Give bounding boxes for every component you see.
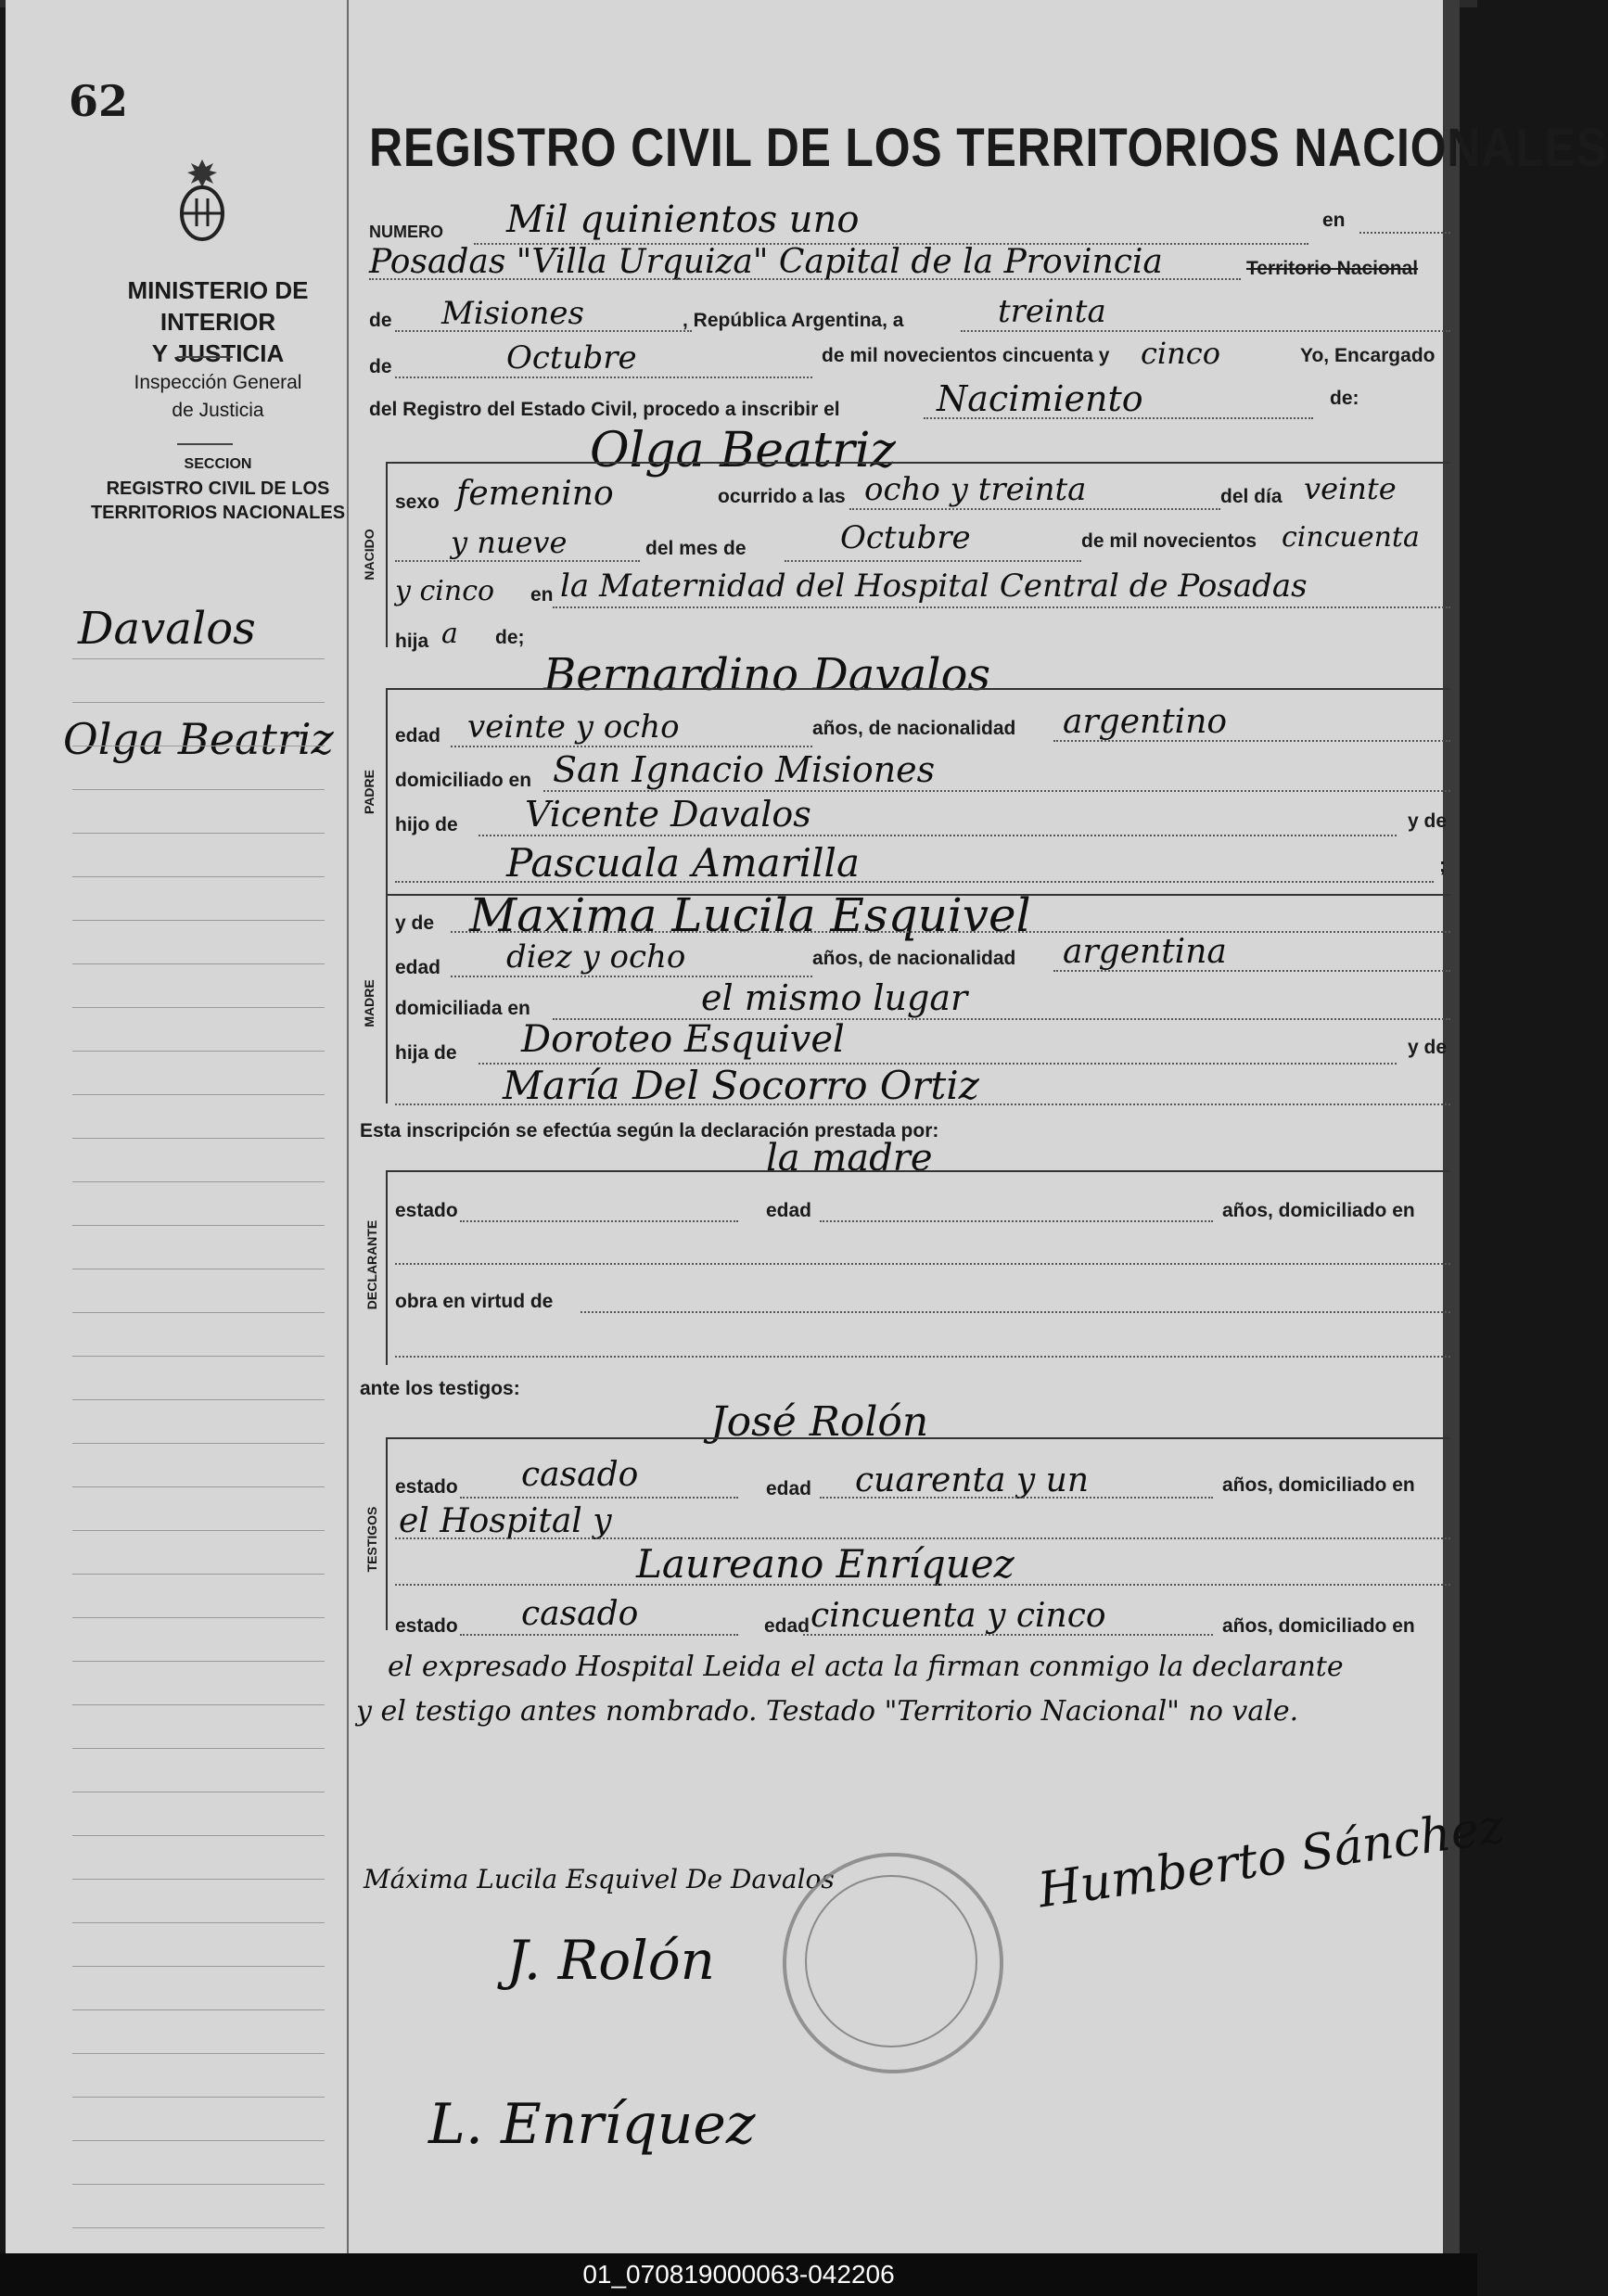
label-edad-t1: edad: [766, 1478, 812, 1499]
dotted-line: [785, 560, 1081, 562]
label-ocurrido: ocurrido a las: [718, 486, 846, 507]
label-numero: NUMERO: [369, 223, 443, 241]
dotted-line: [460, 1634, 738, 1636]
dotted-line: [395, 881, 1434, 883]
label-mil: de mil novecientos cincuenta y: [822, 345, 1110, 366]
label-de: de: [369, 310, 392, 331]
margin-rule-line: [72, 963, 325, 964]
margin-surname: Davalos: [78, 603, 256, 655]
ministry-line-6: REGISTRO CIVIL DE LOS: [106, 478, 330, 499]
dotted-line: [395, 330, 692, 332]
dotted-line: [451, 746, 812, 747]
margin-rule-line: [72, 2184, 325, 2185]
margin-rule-line: [72, 2009, 325, 2010]
value-nota-2: y el testigo antes nombrado. Testado "Territorio Nacional" no vale.: [356, 1695, 1299, 1728]
value-nombre: Olga Beatriz: [590, 423, 896, 478]
label-registro: del Registro del Estado Civil, procedo a inscribir el: [369, 399, 840, 420]
label-republica: , República Argentina, a: [683, 310, 904, 331]
inspection-name: [83, 369, 352, 425]
label-nacido: NACIDO: [362, 529, 376, 580]
dotted-line: [395, 1103, 1450, 1105]
value-abuela-m: María Del Socorro Ortiz: [503, 1063, 979, 1108]
signature-testigo-1: J. Rolón: [506, 1929, 716, 1992]
margin-rule-line: [72, 2097, 325, 2098]
value-madre-nombre: Maxima Lucila Esquivel: [469, 888, 1031, 942]
value-testigo-1-estado: casado: [521, 1456, 639, 1494]
section-name: [83, 453, 352, 525]
value-numero: Mil quinientos uno: [506, 198, 860, 241]
margin-rule-line: [72, 1748, 325, 1749]
margin-rule-line: [72, 833, 325, 834]
margin-rule-line: [72, 1835, 325, 1836]
dotted-line: [1053, 970, 1450, 972]
section-rule: [386, 1437, 1450, 1439]
margin-rule-line: [72, 1966, 325, 1967]
dotted-line: [849, 508, 1220, 510]
value-anio-nac: cincuenta: [1282, 521, 1420, 554]
label-inscripcion: Esta inscripción se efectúa según la declaración prestada por:: [360, 1120, 939, 1142]
value-declarante: la madre: [766, 1137, 933, 1180]
label-domiciliado-en: domiciliado en: [395, 770, 532, 791]
margin-rule-line: [72, 1051, 325, 1052]
value-lugar-nac: la Maternidad del Hospital Central de Posadas: [560, 568, 1308, 605]
label-del-mes: del mes de: [645, 538, 747, 559]
dotted-line: [961, 330, 1450, 332]
section-bracket: [386, 1170, 388, 1365]
label-en: en: [1322, 210, 1346, 231]
label-y-de: y de: [1408, 810, 1448, 832]
margin-rule-line: [72, 1486, 325, 1487]
dotted-line: [924, 417, 1313, 419]
label-edad-madre: edad: [395, 957, 441, 978]
margin-rule-line: [72, 658, 325, 659]
section-bracket: [386, 894, 388, 1103]
dotted-line: [395, 1356, 1450, 1358]
margin-rule-line: [72, 2227, 325, 2228]
margin-rule-line: [72, 1922, 325, 1923]
value-padre-dom: San Ignacio Misiones: [553, 749, 936, 790]
label-anos-dom-t2: años, domiciliado en: [1222, 1615, 1415, 1637]
ministry-line-4: de Justicia: [172, 400, 264, 421]
label-anos-dom: años, domiciliado en: [1222, 1200, 1415, 1221]
label-semicolon: ;: [1439, 855, 1446, 876]
margin-rule-line: [72, 1356, 325, 1357]
ministry-line-3: Inspección General: [134, 372, 302, 393]
section-bracket: [386, 688, 388, 894]
margin-rule-line: [72, 2140, 325, 2141]
label-y-de-madre: y de: [395, 912, 435, 934]
divider: [177, 443, 233, 445]
signature-testigo-2: L. Enríquez: [428, 2092, 756, 2157]
label-domiciliada-en: domiciliada en: [395, 998, 530, 1019]
label-edad-t2: edad: [764, 1615, 810, 1637]
label-de-semicolon: de;: [495, 627, 525, 648]
label-de-colon: de:: [1330, 388, 1359, 409]
value-testigo-1-dom: el Hospital y: [399, 1502, 612, 1540]
margin-rule-line: [72, 1007, 325, 1008]
margin-rule-line: [72, 1661, 325, 1662]
dotted-line: [820, 1220, 1213, 1222]
value-anio: cinco: [1141, 336, 1220, 371]
value-dia-nac-2: y nueve: [451, 525, 568, 560]
ministry-line-7: TERRITORIOS NACIONALES: [90, 503, 346, 523]
dotted-line: [1359, 232, 1450, 234]
ministry-line-1: MINISTERIO DE INTERIOR: [127, 276, 309, 336]
value-hija: a: [441, 618, 458, 650]
dotted-line: [395, 376, 812, 378]
dotted-line: [479, 835, 1397, 836]
dotted-line: [460, 1497, 738, 1499]
margin-rule-line: [72, 1879, 325, 1880]
dotted-line: [553, 606, 1450, 608]
divider: [177, 356, 233, 358]
margin-given-name: Olga Beatriz: [63, 714, 334, 764]
value-abuelo-p: Vicente Davalos: [525, 794, 811, 835]
section-bracket: [386, 462, 388, 647]
value-mes: Octubre: [506, 339, 637, 376]
section-bracket: [386, 1437, 388, 1630]
margin-rule-line: [72, 789, 325, 790]
label-yo: Yo, Encargado: [1300, 345, 1436, 366]
dotted-line: [395, 1537, 1450, 1539]
section-rule: [386, 462, 1450, 464]
value-dia: treinta: [998, 293, 1106, 330]
value-testigo-1-edad: cuarenta y un: [855, 1461, 1090, 1499]
label-estado-t1: estado: [395, 1476, 458, 1498]
dotted-line: [369, 278, 1241, 280]
register-page: [6, 0, 1608, 2253]
value-provincia: Misiones: [441, 295, 584, 332]
value-padre-edad: veinte y ocho: [467, 708, 680, 746]
section-rule: [386, 688, 1450, 690]
margin-rule-line: [72, 1530, 325, 1531]
ministry-line-5: SECCION: [184, 456, 252, 472]
page-number: 62: [69, 76, 129, 126]
margin-rule-line: [72, 920, 325, 921]
label-en: en: [530, 584, 554, 606]
label-y-de-2: y de: [1408, 1037, 1448, 1058]
value-testigo-2-edad: cincuenta y cinco: [810, 1597, 1106, 1635]
value-hora: ocho y treinta: [864, 471, 1087, 508]
label-edad-decl: edad: [766, 1200, 812, 1221]
label-edad: edad: [395, 725, 441, 746]
value-madre-nac: argentina: [1063, 933, 1227, 971]
margin-rule-line: [72, 702, 325, 703]
dotted-line: [820, 1497, 1213, 1499]
dotted-line: [395, 560, 640, 562]
label-padre: PADRE: [362, 770, 376, 814]
margin-column: [6, 0, 349, 2253]
official-stamp-inner: [805, 1875, 977, 2047]
value-nota-1: el expresado Hospital Leida el acta la firman conmigo la declarante: [388, 1651, 1344, 1683]
margin-rule-line: [72, 1704, 325, 1705]
value-testigo-2-estado: casado: [521, 1595, 639, 1633]
label-declarante: DECLARANTE: [364, 1219, 379, 1310]
value-dia-nac: veinte: [1304, 471, 1397, 506]
margin-rule-line: [72, 1443, 325, 1444]
margin-rule-line: [72, 1225, 325, 1226]
label-anos-nac-madre: años, de nacionalidad: [812, 948, 1016, 969]
value-lugar: Posadas "Villa Urquiza" Capital de la Provincia: [369, 243, 1163, 281]
value-abuelo-m: Doroteo Esquivel: [521, 1018, 845, 1061]
label-del-dia: del día: [1220, 486, 1283, 507]
value-madre-edad: diez y ocho: [506, 938, 686, 976]
value-testigo-1: José Rolón: [710, 1398, 929, 1446]
value-padre-nombre: Bernardino Davalos: [543, 649, 990, 701]
dotted-line: [1053, 740, 1450, 742]
label-anos-dom-t1: años, domiciliado en: [1222, 1474, 1415, 1496]
signature-encargado: Humberto Sánchez: [1035, 1798, 1509, 1920]
label-estado-t2: estado: [395, 1615, 458, 1637]
label-ante: ante los testigos:: [360, 1378, 520, 1399]
signature-madre: Máxima Lucila Esquivel De Davalos: [364, 1864, 835, 1894]
value-madre-dom: el mismo lugar: [701, 977, 968, 1018]
dotted-line: [803, 1634, 1213, 1636]
dotted-line: [395, 1263, 1450, 1265]
margin-rule-line: [72, 1399, 325, 1400]
section-rule: [386, 1170, 1450, 1172]
dotted-line: [451, 931, 1450, 933]
margin-rule-line: [72, 2053, 325, 2054]
value-sexo: femenino: [456, 475, 614, 513]
coat-of-arms-icon: [176, 156, 228, 245]
margin-rule-line: [72, 1312, 325, 1313]
dotted-line: [543, 790, 1450, 792]
dotted-line: [395, 1584, 1450, 1586]
label-hija: hija: [395, 631, 429, 652]
margin-rule-line: [72, 1094, 325, 1095]
value-anio-nac-2: y cinco: [395, 575, 495, 607]
value-testigo-2: Laureano Enríquez: [636, 1541, 1015, 1587]
ministry-line-2: Y JUSTICIA: [151, 339, 285, 367]
margin-rule-line: [72, 1574, 325, 1575]
label-de-mil: de mil novecientos: [1081, 530, 1257, 552]
page-title: REGISTRO CIVIL DE LOS TERRITORIOS NACIONALES: [369, 118, 1608, 178]
value-padre-nac: argentino: [1063, 703, 1228, 741]
value-mes-nac: Octubre: [840, 519, 971, 556]
value-abuela-p: Pascuala Amarilla: [506, 840, 861, 886]
label-hija-de: hija de: [395, 1042, 457, 1064]
dotted-line: [581, 1311, 1450, 1313]
margin-rule-line: [72, 1181, 325, 1182]
label-anos-nac: años, de nacionalidad: [812, 718, 1016, 739]
scan-footer-id: 01_070819000063-042206: [0, 2253, 1477, 2296]
label-de-mes: de: [369, 356, 392, 377]
margin-rule-line: [72, 876, 325, 877]
label-madre: MADRE: [362, 979, 376, 1027]
label-sexo: sexo: [395, 491, 440, 513]
ministry-name: [83, 274, 352, 369]
value-acto: Nacimiento: [937, 378, 1143, 419]
label-hijo-de: hijo de: [395, 814, 458, 835]
label-territorio: Territorio Nacional: [1246, 258, 1419, 279]
label-testigos: TESTIGOS: [364, 1506, 379, 1573]
margin-rule-line: [72, 1617, 325, 1618]
dotted-line: [460, 1220, 738, 1222]
margin-rule-line: [72, 1138, 325, 1139]
label-obra: obra en virtud de: [395, 1291, 554, 1312]
label-estado: estado: [395, 1200, 458, 1221]
